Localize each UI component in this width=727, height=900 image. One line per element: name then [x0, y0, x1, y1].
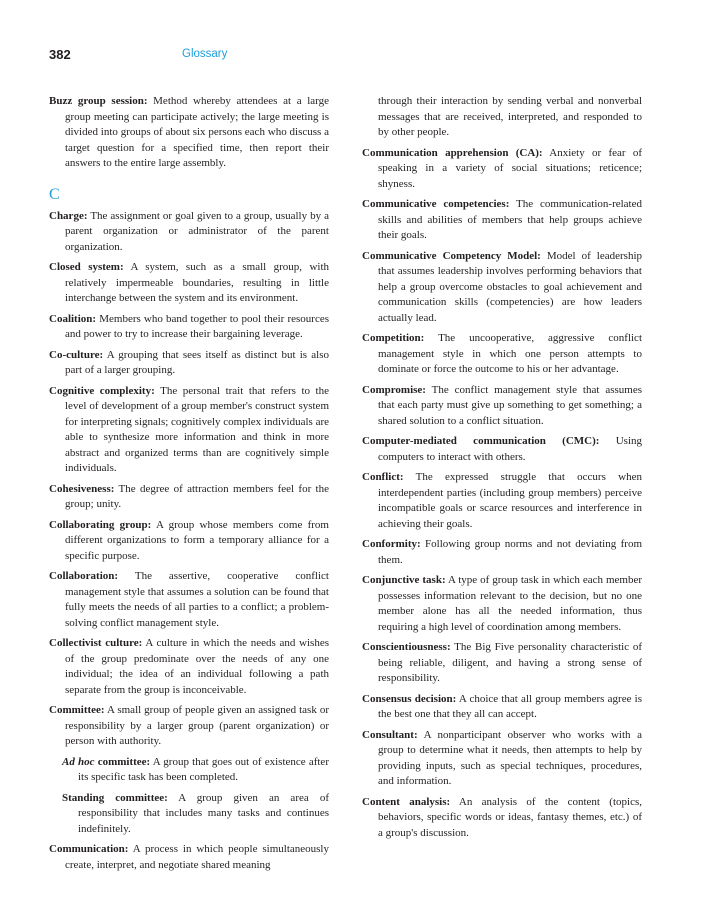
glossary-entry: [49, 842, 329, 873]
glossary-definition: A grouping that sees itself as distinct but is also part of a larger grouping.: [65, 348, 329, 376]
glossary-term: Content analysis:: [362, 795, 451, 808]
glossary-term: Coalition:: [49, 312, 97, 325]
glossary-term: Communication:: [49, 843, 129, 855]
glossary-entry: [49, 703, 329, 750]
glossary-definition: The assertive, cooperative conflict management style that assumes a solution can be found that fully meets the needs of all parties to a conflict; a problem-solving conflict management style.: [65, 570, 329, 629]
glossary-entry: [362, 197, 642, 244]
glossary-definition: Following group norms and not deviating from them.: [378, 538, 642, 566]
glossary-entry: [362, 692, 642, 723]
glossary-term-italic: Ad hoc: [62, 755, 95, 768]
glossary-entry: [362, 249, 642, 327]
glossary-term: Collectivist culture:: [49, 637, 143, 649]
glossary-definition: The Big Five personality characteristic of being reliable, diligent, and having a strong sense of responsibility.: [378, 641, 642, 684]
glossary-definition: Model of leadership that assumes leadership involves performing behaviors that help a group overcome obstacles to goal achievement and communication skills (competencies) are how leaders actually lead.: [378, 249, 642, 324]
running-head: Glossary: [182, 48, 228, 60]
glossary-term: Collaborating group:: [49, 518, 152, 531]
glossary-definition: A system, such as a small group, with relatively impermeable boundaries, resulting in little interchange between the system and its environment.: [65, 261, 329, 304]
glossary-entry: [362, 434, 642, 465]
glossary-entry: [49, 569, 329, 631]
page-number: 382: [49, 47, 71, 62]
glossary-entry: [362, 795, 642, 842]
glossary-definition: The communication-related skills and abilities of members that help groups achieve their goals.: [378, 198, 642, 241]
glossary-term: Conjunctive task:: [362, 574, 446, 586]
glossary-definition: The personal trait that refers to the level of development of a group member's construct system for interpreting signals; cognitively complex individuals are able to synthesize more information and think in more abstract and organized terms than are cognitively simple individuals.: [65, 384, 329, 474]
glossary-entry: [49, 260, 329, 307]
section-letter: C: [49, 185, 60, 203]
glossary-entry: [362, 470, 642, 532]
glossary-term: Communication apprehension (CA):: [362, 146, 543, 159]
glossary-term: Computer-mediated communication (CMC):: [362, 435, 600, 447]
glossary-entry: [49, 482, 329, 513]
glossary-definition: A culture in which the needs and wishes of the group predominate over the needs of any one individual; the idea of an individual following a path separate from the group is inconceivable.: [65, 637, 329, 696]
glossary-entry: [362, 728, 642, 790]
glossary-entry: [49, 384, 329, 477]
glossary-term: Standing committee:: [62, 791, 168, 804]
glossary-definition: Method whereby attendees at a large group meeting can participate actively; the large meeting is divided into groups of about six persons each who discuss a target question for a specified time, then report their answers to the entire large assembly.: [65, 95, 330, 169]
glossary-term: Conscientiousness:: [362, 641, 451, 653]
glossary-definition: A group that goes out of existence after its specific task has been completed.: [78, 755, 329, 783]
glossary-definition: The assignment or goal given to a group, usually by a parent organization or administrator of the parent organization.: [65, 209, 329, 253]
glossary-term: Cognitive complexity:: [49, 384, 155, 397]
glossary-entry: [49, 636, 329, 698]
glossary-definition: Members who band together to pool their resources and power to try to increase their bargaining leverage.: [65, 312, 330, 340]
glossary-entry: [362, 573, 642, 635]
glossary-term: Committee:: [49, 704, 105, 716]
glossary-term: Communicative Competency Model:: [362, 249, 541, 262]
glossary-term: Buzz group session:: [49, 95, 148, 107]
glossary-term: Cohesiveness:: [49, 482, 115, 495]
glossary-entry: [362, 146, 642, 193]
glossary-term: Competition:: [362, 332, 425, 344]
glossary-definition: A group given an area of responsibility that includes many tasks and continues indefinitely.: [78, 791, 329, 835]
glossary-definition: The degree of attraction members feel for the group; unity.: [65, 482, 329, 510]
glossary-definition: A process in which people simultaneously create, interpret, and negotiate shared meaning: [65, 843, 329, 871]
glossary-entry: [362, 383, 642, 430]
left-column: [49, 94, 329, 878]
glossary-entry: [362, 537, 642, 568]
glossary-term: Conflict:: [362, 471, 404, 483]
glossary-term: Collaboration:: [49, 570, 119, 582]
glossary-term: [62, 756, 150, 768]
glossary-definition: The uncooperative, aggressive conflict management style in which one person attempts to dominate or force the outcome to his or her advantage.: [378, 332, 642, 375]
glossary-term: Consensus decision:: [362, 692, 457, 705]
glossary-subentry: [62, 755, 329, 786]
right-column: [362, 94, 642, 846]
glossary-definition: A type of group task in which each member possesses information relevant to the decision, but no one member alone has all the needed information, thus requiring a high level of coordination among members.: [378, 574, 642, 633]
glossary-definition: A choice that all group members agree is the best one that they all can accept.: [378, 692, 643, 720]
glossary-definition-continued: through their interaction by sending verbal and nonverbal messages that are received, interpreted, and responded to by other people.: [378, 95, 642, 138]
glossary-definition: The conflict management style that assumes that each party must give up something to get something; a shared solution to a conflict situation.: [378, 383, 642, 427]
glossary-term: Communicative competencies:: [362, 198, 510, 210]
glossary-definition: A nonparticipant observer who works with a group to determine what it needs, then attempts to help by providing inputs, such as special techniques, procedures, and information.: [378, 728, 642, 787]
glossary-definition: Anxiety or fear of speaking in a variety of social situations; reticence; shyness.: [378, 146, 643, 190]
glossary-term: Compromise:: [362, 383, 426, 396]
glossary-term: Consultant:: [362, 728, 418, 741]
glossary-definition: An analysis of the content (topics, behaviors, specific words or ideas, fantasy themes, etc.) of a group's discussion.: [378, 795, 642, 839]
glossary-definition: A group whose members come from different organizations to form a temporary alliance for a specific purpose.: [65, 518, 329, 562]
glossary-term-rest: committee:: [94, 755, 151, 768]
glossary-definition: A small group of people given an assigned task or responsibility by a larger group (parent organization) or person with authority.: [65, 704, 329, 747]
glossary-entry: [49, 312, 329, 343]
glossary-entry: [362, 331, 642, 378]
glossary-term: Conformity:: [362, 538, 421, 550]
glossary-entry: [49, 518, 329, 565]
glossary-entry: [362, 640, 642, 687]
glossary-definition: Using computers to interact with others.: [378, 435, 643, 463]
glossary-subentry: [62, 791, 329, 838]
glossary-entry: [49, 94, 329, 172]
glossary-term: Charge:: [49, 209, 88, 222]
glossary-term: Closed system:: [49, 261, 124, 273]
glossary-term: Co-culture:: [49, 348, 104, 361]
glossary-entry: [49, 209, 329, 256]
glossary-entry: [49, 348, 329, 379]
glossary-definition: The expressed struggle that occurs when interdependent parties (including group members) perceive incompatible goals or scarce resources and interference in achieving their goals.: [378, 471, 642, 530]
